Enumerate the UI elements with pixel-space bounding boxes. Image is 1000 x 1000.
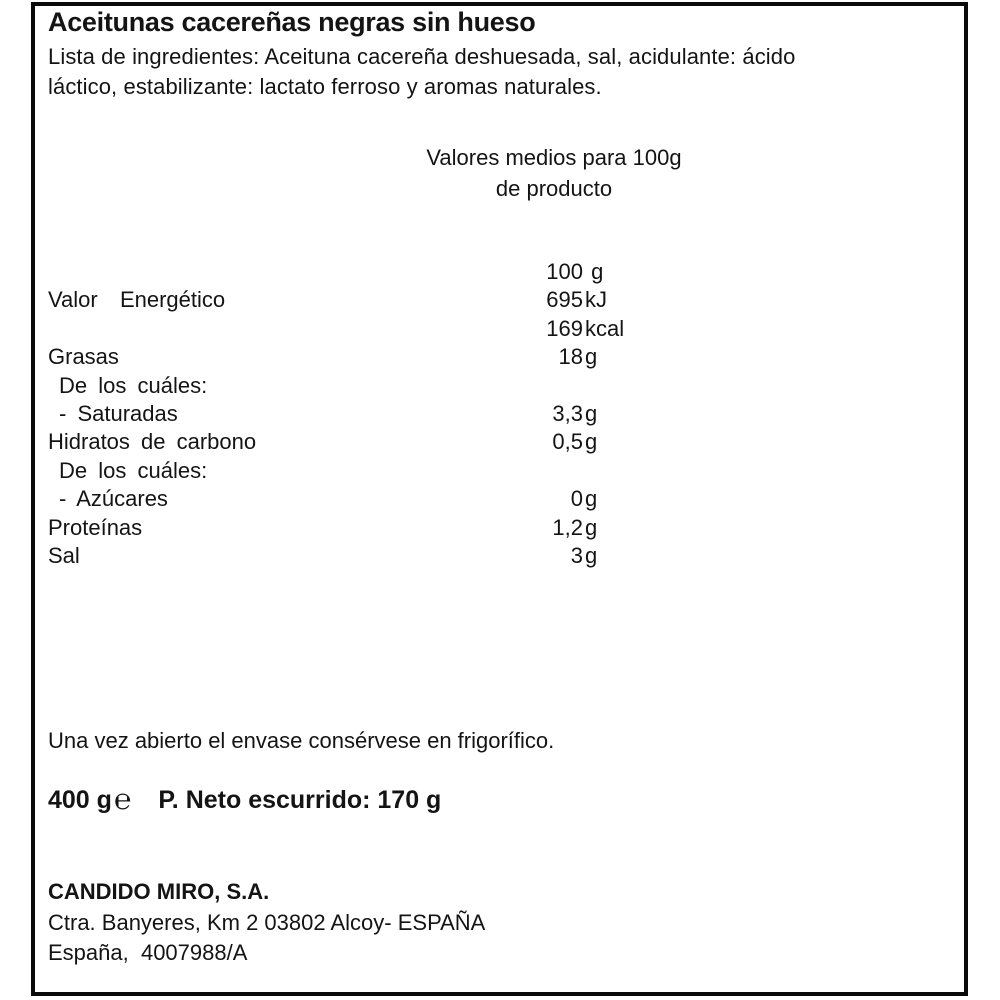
row-value: 1,2 <box>552 514 583 540</box>
nutrition-table <box>48 258 688 570</box>
row-value: 100 <box>546 259 583 284</box>
ingredients-list <box>48 42 928 101</box>
manufacturer-name: CANDIDO MIRO, S.A. <box>48 879 270 904</box>
manufacturer-registry: España, 4007988/A <box>48 940 248 965</box>
row-label: De los cuáles: <box>59 457 208 483</box>
storage-instructions: Una vez abierto el envase consérvese en frigorífico. <box>48 728 555 753</box>
row-label: - Azúcares <box>59 486 168 512</box>
table-row-salt <box>48 542 688 570</box>
table-row-fat <box>48 343 688 371</box>
product-title: Aceitunas cacereñas negras sin hueso <box>48 7 536 37</box>
ingredients-line-1: Lista de ingredientes: Aceituna cacereña deshuesada, sal, acidulante: ácido <box>48 44 796 69</box>
row-label: Hidratos de carbono <box>48 429 257 455</box>
row-label: Valor Energético <box>48 287 226 313</box>
manufacturer-block <box>48 877 485 969</box>
weight-line <box>48 785 441 816</box>
nutrition-header-line-1: Valores medios para 100g <box>426 145 682 170</box>
row-label: - Saturadas <box>59 400 178 426</box>
drained-weight: P. Neto escurrido: 170 g <box>158 786 442 814</box>
row-unit: g <box>585 514 598 540</box>
row-value: 169 <box>546 315 583 341</box>
row-label: Grasas <box>48 344 119 370</box>
row-value: 3 <box>570 542 583 568</box>
row-unit: kJ <box>585 287 607 313</box>
row-unit: g <box>585 259 604 284</box>
net-weight: 400 g <box>48 786 112 814</box>
table-row-saturates <box>48 400 688 428</box>
row-value: 695 <box>546 287 583 313</box>
table-row-carbohydrate <box>48 428 688 456</box>
row-unit: g <box>585 429 598 455</box>
table-row-serving <box>48 258 688 286</box>
row-unit: kcal <box>585 315 625 341</box>
table-row-sugars <box>48 485 688 513</box>
row-value: 0,5 <box>552 429 583 455</box>
table-row-energy-kj <box>48 286 688 314</box>
row-label: De los cuáles: <box>59 372 208 398</box>
row-unit: g <box>585 344 598 370</box>
manufacturer-address: Ctra. Banyeres, Km 2 03802 Alcoy- ESPAÑA <box>48 909 486 935</box>
row-value: 3,3 <box>552 400 583 426</box>
row-value: 18 <box>558 344 583 370</box>
nutrition-header-line-2: de producto <box>495 176 613 201</box>
table-row-of-which-carbs <box>48 457 688 485</box>
ingredients-line-2: láctico, estabilizante: lactato ferroso y aromas naturales. <box>48 73 602 99</box>
row-unit: g <box>585 486 598 512</box>
row-unit: g <box>585 400 598 426</box>
nutrition-header <box>254 142 854 204</box>
row-label: Proteínas <box>48 514 143 540</box>
row-unit: g <box>585 542 598 568</box>
label-border-frame <box>31 2 968 996</box>
row-label: Sal <box>48 542 80 568</box>
table-row-of-which-fat <box>48 372 688 400</box>
table-row-energy-kcal <box>48 315 688 343</box>
table-row-protein <box>48 514 688 542</box>
estimated-sign-icon: ℮ <box>113 784 132 816</box>
row-value: 0 <box>570 486 583 512</box>
